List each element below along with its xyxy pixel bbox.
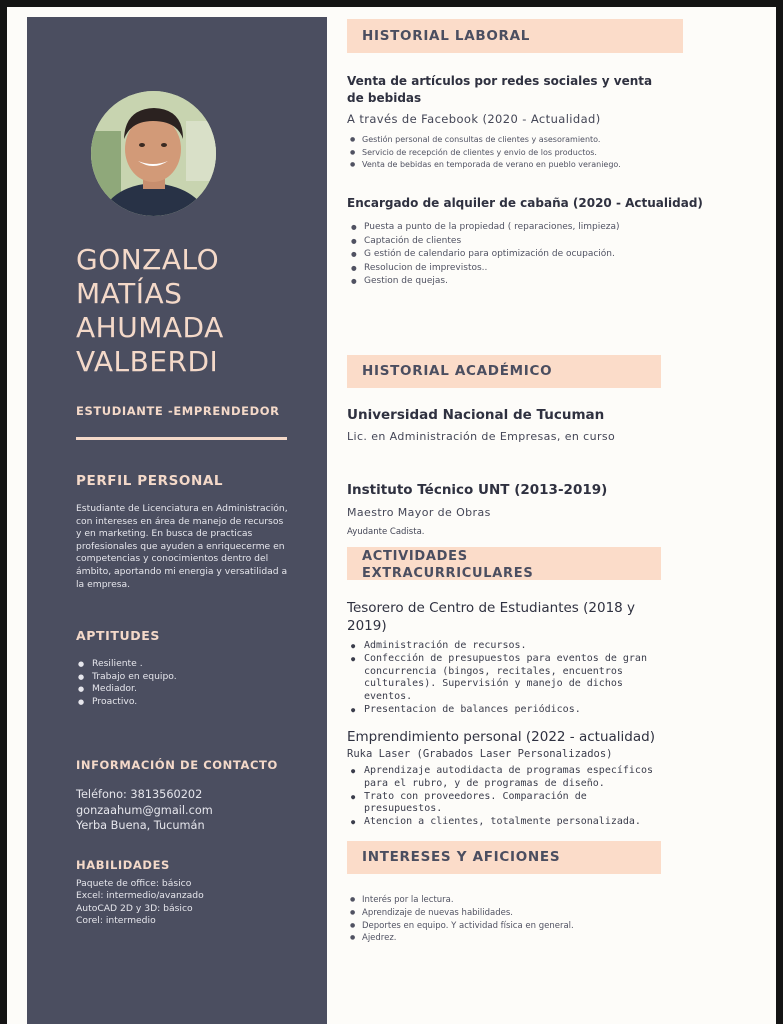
heading-line: ACTIVIDADES [362, 549, 468, 564]
contact-heading: INFORMACIÓN DE CONTACTO [76, 758, 278, 772]
list-item: ● Venta de bebidas en temporada de verano en pueblo veraniego. [347, 159, 621, 172]
aptitudes-list [76, 658, 177, 708]
list-item: ● Presentacion de balances periódicos. [347, 704, 667, 717]
list-item: ● Trabajo en equipo. [76, 671, 177, 684]
list-item: ● Gestion de quejas. [347, 275, 620, 289]
work-heading: HISTORIAL LABORAL [347, 19, 683, 53]
list-item: ● G estión de calendario para optimización de ocupación. [347, 248, 620, 262]
interests-list [347, 894, 574, 945]
list-item: ● Deportes en equipo. Y actividad física en general. [347, 920, 574, 933]
job-title: Encargado de alquiler de cabaña (2020 - Actualidad) [347, 196, 703, 210]
academic-heading: HISTORIAL ACADÉMICO [347, 355, 661, 388]
list-item: ● Aprendizaje de nuevas habilidades. [347, 907, 574, 920]
name-line: MATÍAS [76, 277, 183, 310]
list-item: ● Confección de presupuestos para eventos de gran concurrencia (bingos, recitales, encuentros culturales). Supervisión y manejo de dichos eventos. [347, 653, 667, 704]
list-item: ● Servicio de recepción de clientes y envio de los productos. [347, 147, 621, 160]
contact-info [76, 787, 213, 834]
list-item: ● Captación de clientes [347, 235, 620, 249]
profile-text: Estudiante de Licenciatura en Administración, con intereses en área de manejo de recursos y en marketing. En busca de practicas profesionales que ayuden a enriquecerme en competencias y conocimientos dentro del ámbito, aportando mi energia y versatilidad a la empresa. [76, 503, 288, 590]
list-item: ● Puesta a punto de la propiedad ( reparaciones, limpieza) [347, 221, 620, 235]
location: Yerba Buena, Tucumán [76, 819, 205, 832]
list-item: ● Administración de recursos. [347, 640, 667, 653]
skill-item: Excel: intermedio/avanzado [76, 890, 204, 902]
full-name [76, 243, 316, 379]
job-duties [347, 134, 621, 172]
school-title: Instituto Técnico UNT (2013-2019) [347, 482, 608, 498]
job-duties [347, 221, 620, 289]
list-item: ● Atencion a clientes, totalmente personalizada. [347, 816, 667, 829]
list-item: ● Proactivo. [76, 696, 177, 709]
profile-photo [91, 91, 216, 216]
role-subtitle: ESTUDIANTE -EMPRENDEDOR [76, 404, 280, 418]
profile-heading: PERFIL PERSONAL [76, 473, 224, 489]
school-subtitle: Maestro Mayor de Obras [347, 506, 491, 519]
activity-items [347, 765, 667, 829]
skill-item: AutoCAD 2D y 3D: básico [76, 902, 193, 914]
name-line: AHUMADA [76, 311, 224, 344]
list-item: ● Mediador. [76, 683, 177, 696]
phone: Teléfono: 3813560202 [76, 788, 203, 801]
list-item: ● Gestión personal de consultas de clientes y asesoramiento. [347, 134, 621, 147]
skill-item: Corel: intermedio [76, 915, 156, 927]
job-subtitle: A través de Facebook (2020 - Actualidad) [347, 112, 601, 126]
list-item: ● Interés por la lectura. [347, 894, 574, 907]
divider [76, 437, 287, 440]
skills-heading: HABILIDADES [76, 858, 170, 872]
list-item: ● Resolucion de imprevistos.. [347, 262, 620, 276]
aptitudes-heading: APTITUDES [76, 628, 161, 643]
activity-subtitle: Ruka Laser (Grabados Laser Personalizados) [347, 748, 613, 760]
school-subtitle: Lic. en Administración de Empresas, en curso [347, 430, 616, 443]
activity-title: Emprendimiento personal (2022 - actualidad) [347, 729, 655, 745]
list-item: ● Trato con proveedores. Comparación de presupuestos. [347, 791, 667, 817]
list-item: ● Ajedrez. [347, 932, 574, 945]
job-title: Venta de artículos por redes sociales y venta de bebidas [347, 74, 653, 105]
school-title: Universidad Nacional de Tucuman [347, 407, 605, 423]
interests-heading: INTERESES Y AFICIONES [347, 841, 661, 874]
skill-item: Paquete de office: básico [76, 878, 192, 889]
school-note: Ayudante Cadista. [347, 527, 425, 537]
activity-items [347, 640, 667, 717]
activity-title: Tesorero de Centro de Estudiantes (2018 y 2019) [347, 600, 636, 634]
name-line: GONZALO [76, 243, 220, 276]
extracurricular-heading [347, 547, 661, 580]
list-item: ● Aprendizaje autodidacta de programas específicos para el rubro, y de programas de diseño. [347, 765, 667, 791]
heading-line: EXTRACURRICULARES [362, 566, 534, 581]
list-item: ● Resiliente . [76, 658, 177, 671]
skills-list [76, 878, 204, 928]
email: gonzaahum@gmail.com [76, 803, 213, 817]
name-line: VALBERDI [76, 345, 219, 378]
